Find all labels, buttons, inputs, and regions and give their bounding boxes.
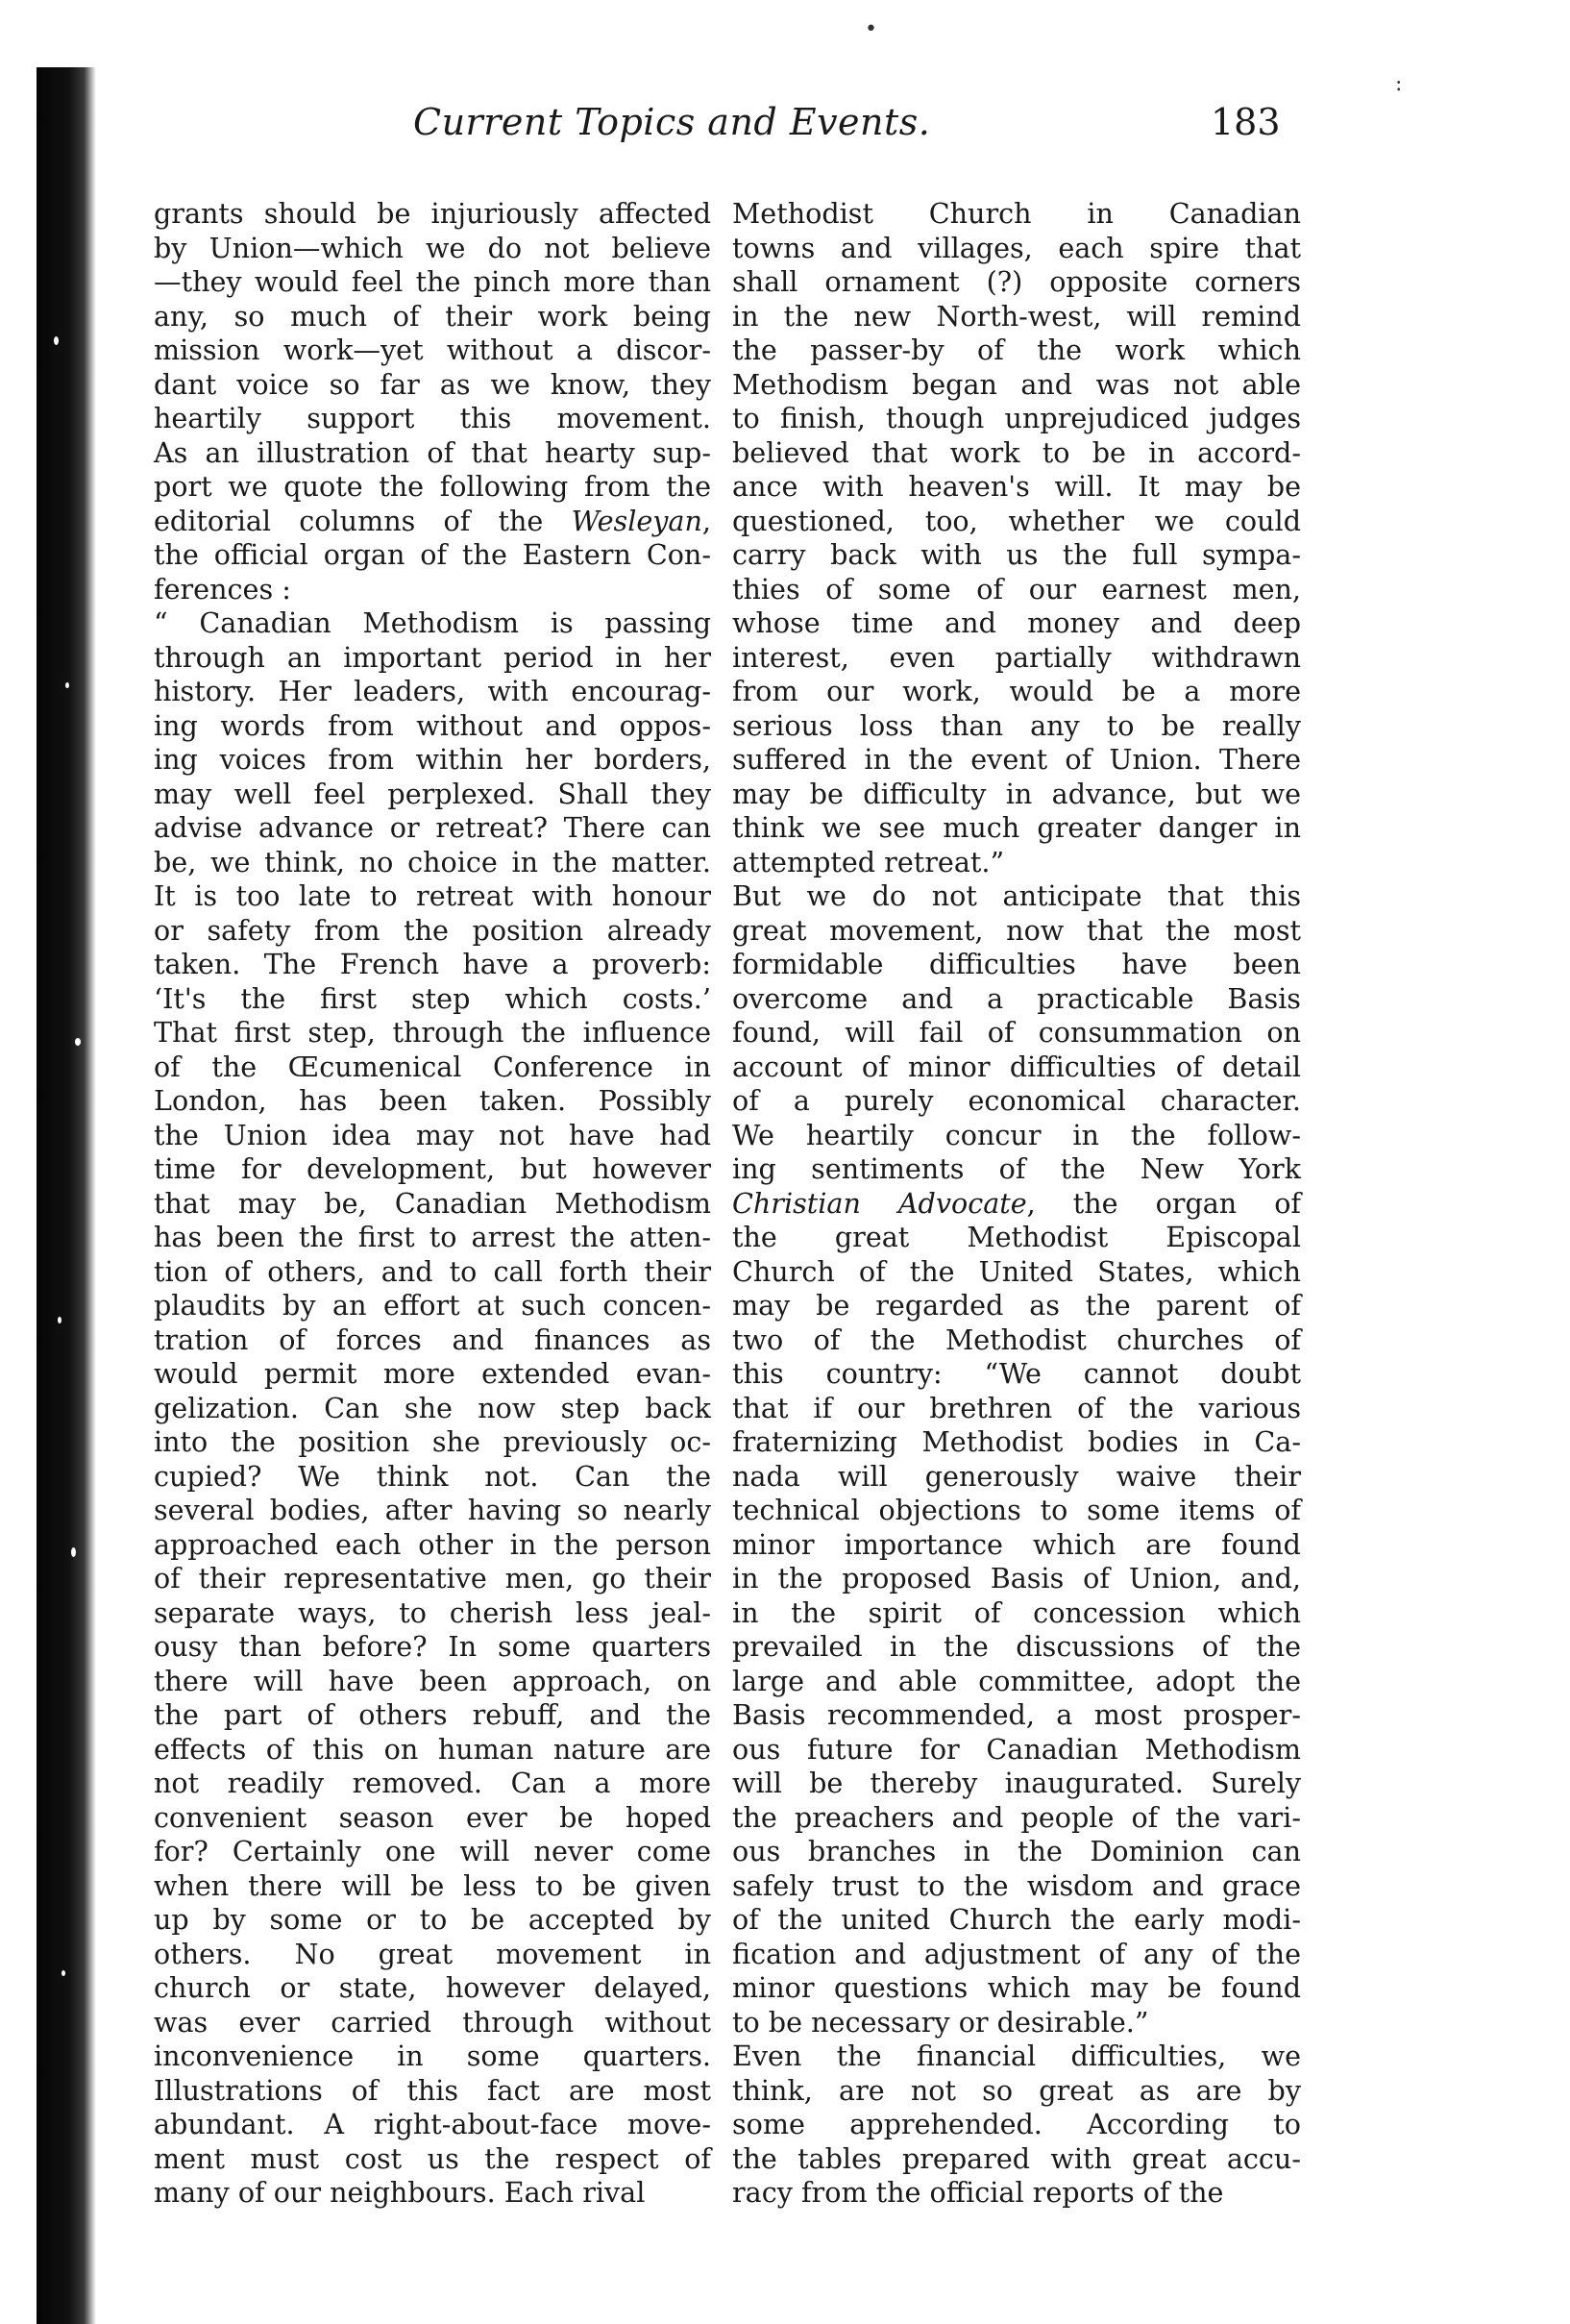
text-line: by Union—which we do not believe <box>154 231 711 264</box>
text-line: or safety from the position already <box>154 913 711 947</box>
text-line: tration of forces and finances as <box>154 1323 711 1356</box>
text-line: shall ornament (?) opposite corners <box>732 265 1301 298</box>
text-line: in the new North-west, will remind <box>732 299 1301 333</box>
text-line: ous branches in the Dominion can <box>732 1835 1301 1867</box>
text-line: there will have been approach, on <box>154 1664 711 1697</box>
text-line: great movement, now that the most <box>732 913 1301 947</box>
text-line: questioned, too, whether we could <box>732 504 1301 537</box>
text-line: racy from the official reports of the <box>732 2176 1224 2209</box>
text-line: into the position she previously oc- <box>154 1425 711 1458</box>
text-line: ous future for Canadian Methodism <box>732 1732 1301 1766</box>
text-line: the tables prepared with great accu- <box>732 2141 1301 2175</box>
text-line: not readily removed. Can a more <box>154 1767 711 1799</box>
text-line: We heartily concur in the follow- <box>732 1118 1301 1151</box>
text-line: Methodist Church in Canadian <box>732 197 1301 230</box>
text-line: serious loss than any to be really <box>732 708 1301 742</box>
text-line: be, we think, no choice in the matter. <box>154 845 711 878</box>
text-line: of a purely economical character. <box>732 1084 1301 1117</box>
text-line: believed that work to be in accord- <box>732 435 1301 469</box>
text-line: prevailed in the discussions of the <box>732 1630 1301 1663</box>
text-line: ‘It's the first step which costs.’ <box>154 981 711 1015</box>
text-line: attempted retreat.” <box>732 845 1005 878</box>
text-line: carry back with us the full sympa- <box>732 538 1301 571</box>
text-line: Illustrations of this fact are most <box>154 2073 711 2107</box>
text-line: minor importance which are found <box>732 1527 1301 1561</box>
text-line: this country: “We cannot doubt <box>732 1357 1301 1390</box>
text-line: separate ways, to cherish less jeal- <box>154 1595 711 1629</box>
text-line: several bodies, after having so nearly <box>154 1494 711 1526</box>
text-line: ance with heaven's will. It may be <box>732 470 1301 503</box>
text-line: some apprehended. According to <box>732 2108 1301 2140</box>
text-line: fraternizing Methodist bodies in Ca- <box>732 1425 1301 1458</box>
text-line: fication and adjustment of any of the <box>732 1937 1301 1970</box>
text-line: time for development, but however <box>154 1152 711 1185</box>
text-line: nada will generously waive their <box>732 1459 1301 1493</box>
text-line: safely trust to the wisdom and grace <box>732 1868 1301 1902</box>
text-line: in the proposed Basis of Union, and, <box>732 1562 1301 1595</box>
page-header <box>0 101 1570 159</box>
text-line: thies of some of our earnest men, <box>732 572 1301 606</box>
text-line: of the united Church the early modi- <box>732 1903 1301 1936</box>
text-line: grants should be injuriously affected <box>154 197 711 230</box>
text-line: tion of others, and to call forth their <box>154 1254 711 1288</box>
text-line: plaudits by an effort at such concen- <box>154 1289 711 1322</box>
right-column <box>732 197 1301 2211</box>
text-line: found, will fail of consummation on <box>732 1016 1301 1049</box>
text-line: think we see much greater danger in <box>732 811 1301 844</box>
text-line: would permit more extended evan- <box>154 1357 711 1390</box>
text-line: account of minor difficulties of detail <box>732 1050 1301 1083</box>
text-line: the preachers and people of the vari- <box>732 1800 1301 1834</box>
text-line: “ Canadian Methodism is passing <box>154 606 711 639</box>
text-line: Christian Advocate, the organ of <box>732 1186 1301 1220</box>
text-line: may be regarded as the parent of <box>732 1289 1301 1322</box>
text-line: London, has been taken. Possibly <box>154 1084 711 1117</box>
text-line: the passer-by of the work which <box>732 334 1301 366</box>
text-line: editorial columns of the Wesleyan, <box>154 504 711 537</box>
text-line: two of the Methodist churches of <box>732 1323 1301 1356</box>
text-line: overcome and a practicable Basis <box>732 981 1301 1015</box>
text-line: may well feel perplexed. Shall they <box>154 777 711 810</box>
text-line: inconvenience in some quarters. <box>154 2040 711 2072</box>
text-line: the great Methodist Episcopal <box>732 1221 1301 1253</box>
text-line: cupied? We think not. Can the <box>154 1459 711 1493</box>
text-line: Methodism began and was not able <box>732 367 1301 401</box>
text-line: As an illustration of that hearty sup- <box>154 435 711 469</box>
text-line: any, so much of their work being <box>154 299 711 333</box>
text-line: think, are not so great as are by <box>732 2073 1301 2107</box>
scan-speck: : <box>1395 72 1403 96</box>
text-line: minor questions which may be found <box>732 1971 1301 2004</box>
text-line: convenient season ever be hoped <box>154 1800 711 1834</box>
text-line: ing sentiments of the New York <box>732 1152 1301 1185</box>
text-line: technical objections to some items of <box>732 1494 1301 1526</box>
text-line: church or state, however delayed, <box>154 1971 711 2004</box>
text-line: the part of others rebuff, and the <box>154 1698 711 1731</box>
text-line: It is too late to retreat with honour <box>154 879 711 912</box>
text-line: large and able committee, adopt the <box>732 1664 1301 1697</box>
text-line: ing voices from within her borders, <box>154 743 711 776</box>
text-line: has been the first to arrest the atten- <box>154 1221 711 1253</box>
text-line: That first step, through the influence <box>154 1016 711 1049</box>
text-line: mission work—yet without a discor- <box>154 334 711 366</box>
page-number: 183 <box>1211 101 1281 143</box>
text-line: whose time and money and deep <box>732 606 1301 639</box>
text-line: Basis recommended, a most prosper- <box>732 1698 1301 1731</box>
text-line: many of our neighbours. Each rival <box>154 2176 646 2209</box>
text-line: history. Her leaders, with encourag- <box>154 675 711 707</box>
text-line: to finish, though unprejudiced judges <box>732 402 1301 434</box>
text-line: approached each other in the person <box>154 1527 711 1561</box>
text-line: ing words from without and oppos- <box>154 708 711 742</box>
text-line: to be necessary or desirable.” <box>732 2005 1149 2039</box>
text-line: interest, even partially withdrawn <box>732 640 1301 674</box>
text-line: through an important period in her <box>154 640 711 674</box>
text-line: heartily support this movement. <box>154 402 711 434</box>
text-line: Church of the United States, which <box>732 1254 1301 1288</box>
text-line: taken. The French have a proverb: <box>154 948 711 980</box>
text-line: for? Certainly one will never come <box>154 1835 711 1867</box>
text-line: gelization. Can she now step back <box>154 1391 711 1424</box>
text-line: ferences : <box>154 572 291 606</box>
text-line: of the Œcumenical Conference in <box>154 1050 711 1083</box>
text-line: Even the financial difficulties, we <box>732 2040 1301 2072</box>
text-line: port we quote the following from the <box>154 470 711 503</box>
text-line: the Union idea may not have had <box>154 1118 711 1151</box>
text-line: —they would feel the pinch more than <box>154 265 711 298</box>
book-binding-shadow <box>37 67 96 2324</box>
text-line: was ever carried through without <box>154 2005 711 2039</box>
text-line: But we do not anticipate that this <box>732 879 1301 912</box>
text-line: effects of this on human nature are <box>154 1732 711 1766</box>
text-line: others. No great movement in <box>154 1937 711 1970</box>
scan-speck: • <box>865 17 877 41</box>
text-line: that may be, Canadian Methodism <box>154 1186 711 1220</box>
text-line: ousy than before? In some quarters <box>154 1630 711 1663</box>
text-line: may be difficulty in advance, but we <box>732 777 1301 810</box>
text-line: from our work, would be a more <box>732 675 1301 707</box>
text-line: ment must cost us the respect of <box>154 2141 711 2175</box>
text-line: formidable difficulties have been <box>732 948 1301 980</box>
running-title: Current Topics and Events. <box>413 101 931 143</box>
text-line: will be thereby inaugurated. Surely <box>732 1767 1301 1799</box>
text-line: the official organ of the Eastern Con- <box>154 538 711 571</box>
text-line: that if our brethren of the various <box>732 1391 1301 1424</box>
text-line: suffered in the event of Union. There <box>732 743 1301 776</box>
text-line: advise advance or retreat? There can <box>154 811 711 844</box>
text-line: dant voice so far as we know, they <box>154 367 711 401</box>
text-line: towns and villages, each spire that <box>732 231 1301 264</box>
text-line: when there will be less to be given <box>154 1868 711 1902</box>
text-line: abundant. A right-about-face move- <box>154 2108 711 2140</box>
left-column <box>154 197 711 2211</box>
text-line: of their representative men, go their <box>154 1562 711 1595</box>
text-line: up by some or to be accepted by <box>154 1903 711 1936</box>
text-line: in the spirit of concession which <box>732 1595 1301 1629</box>
